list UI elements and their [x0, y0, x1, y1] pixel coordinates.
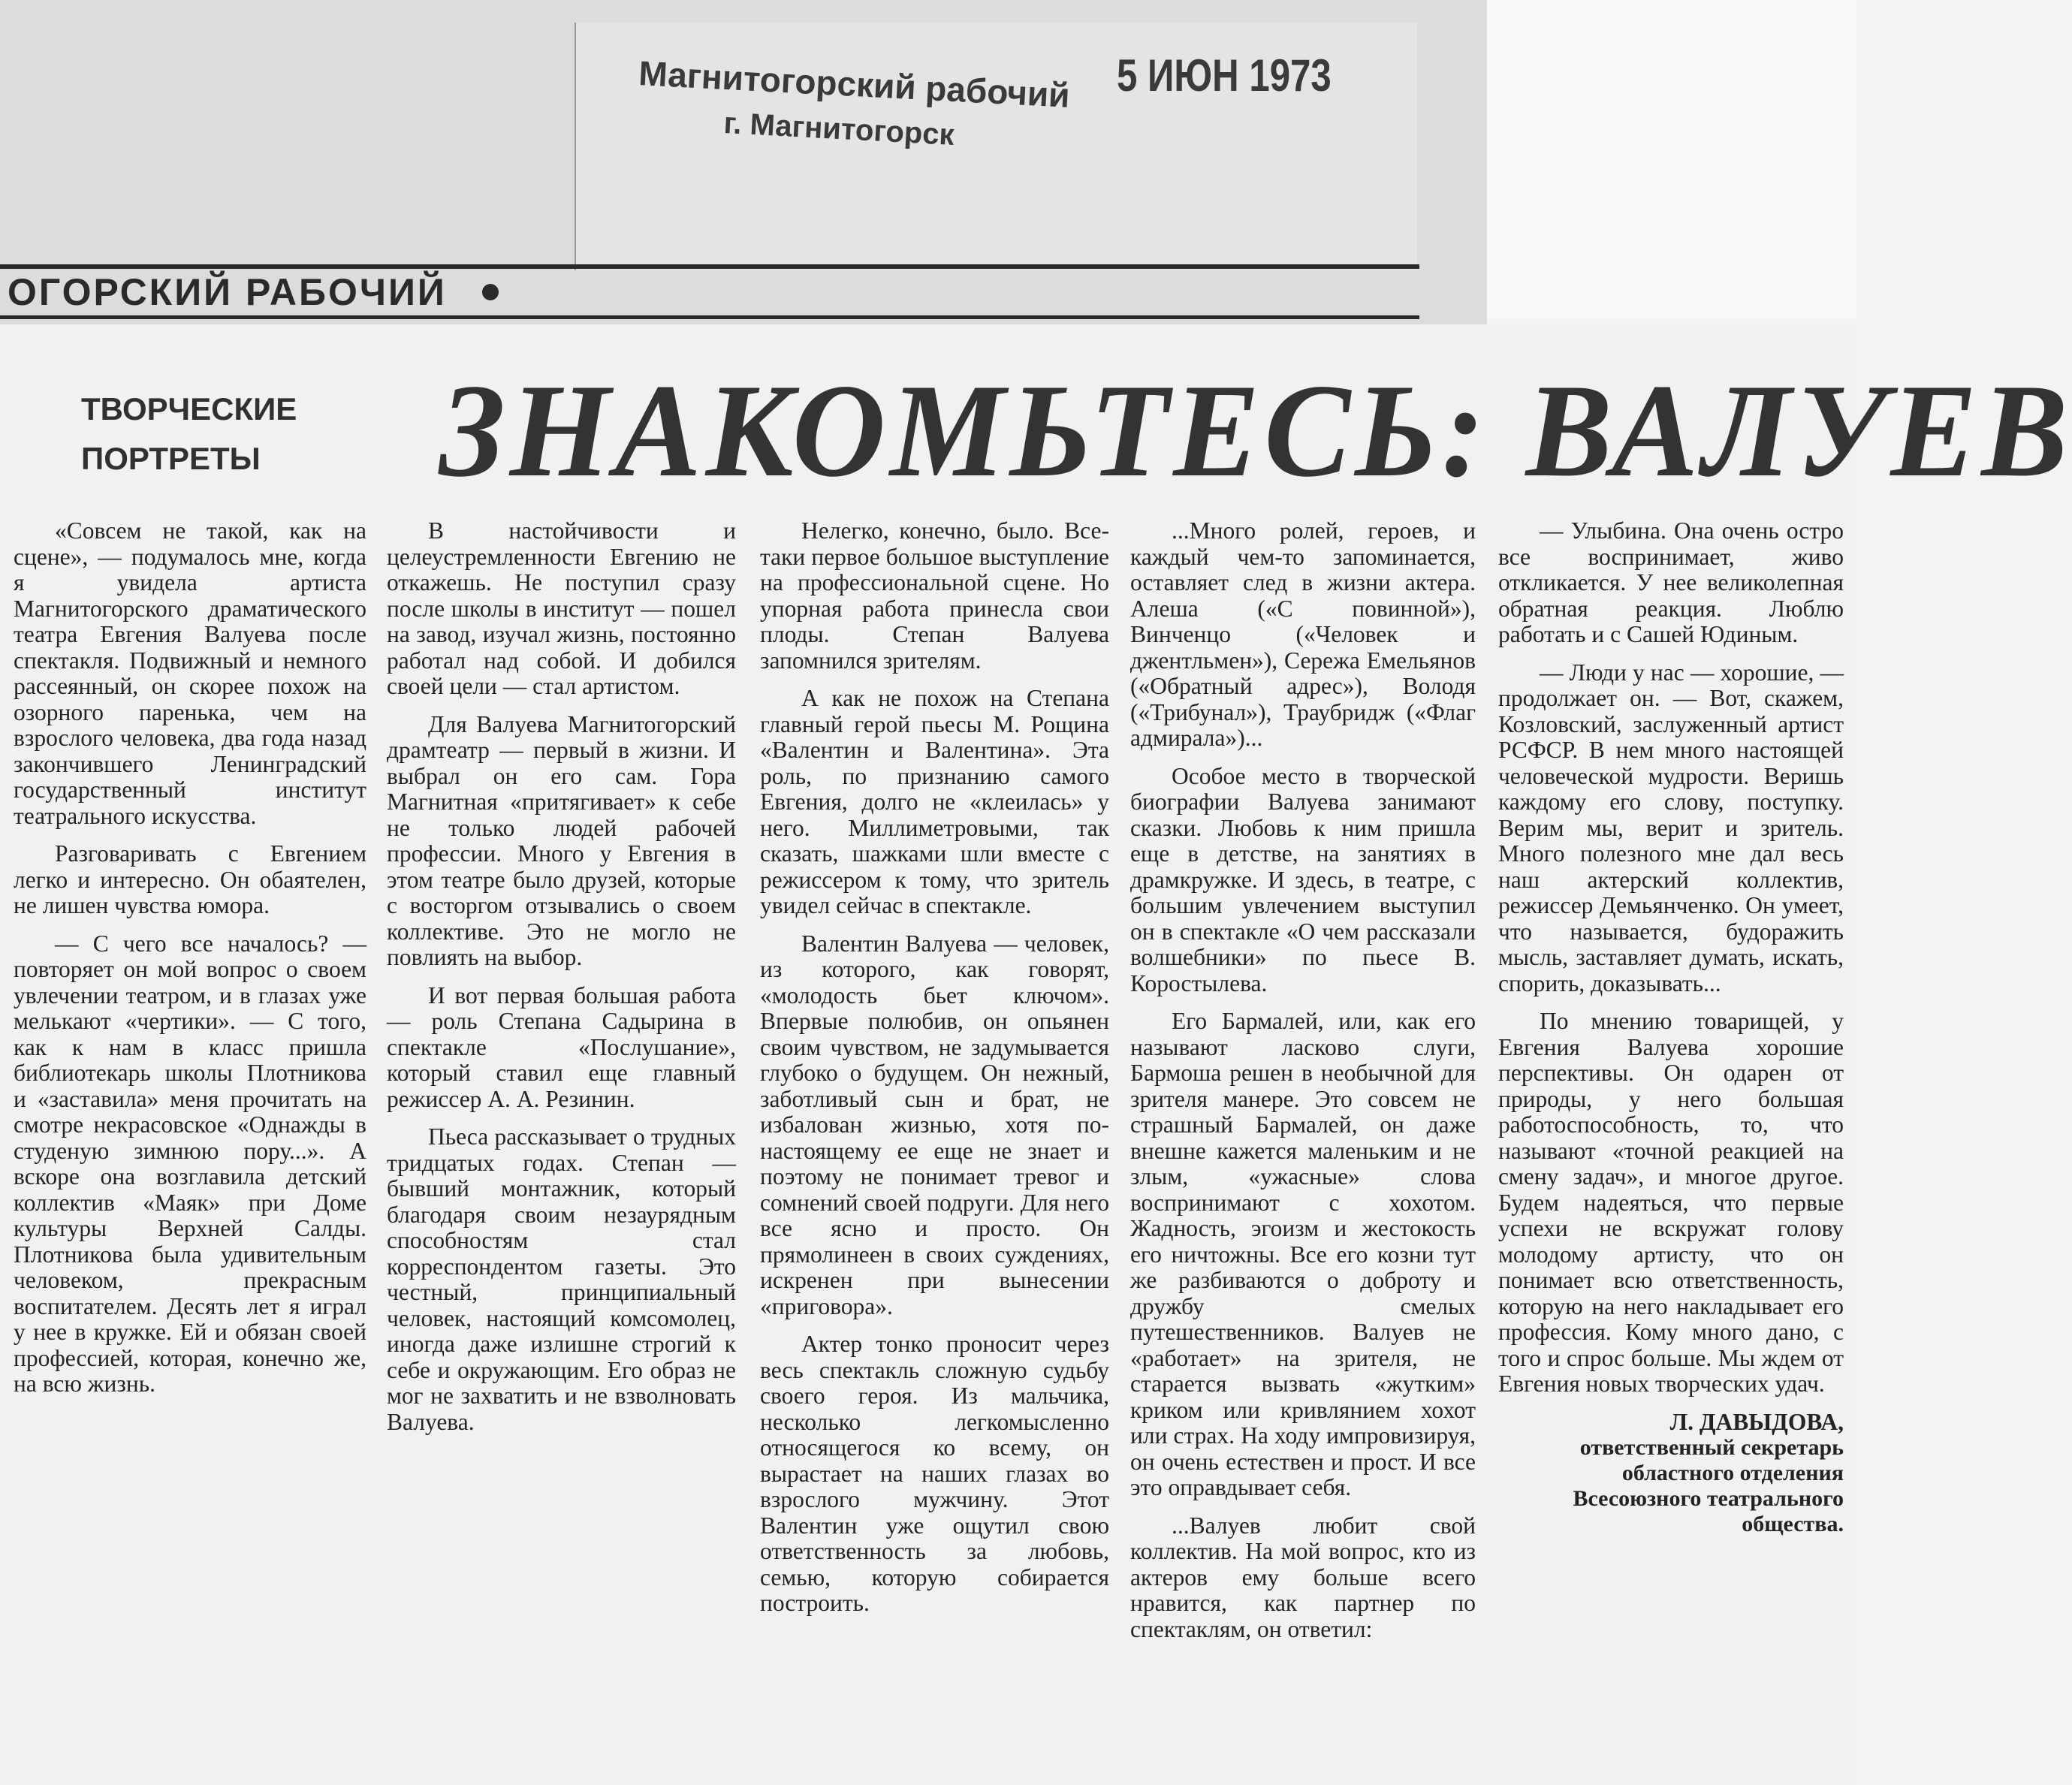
stamp-city: г. Магнитогорск — [722, 107, 955, 152]
article-headline: ЗНАКОМЬТЕСЬ: ВАЛУЕВ — [439, 356, 2072, 505]
author-name: Л. ДАВЫДОВА, — [1669, 1408, 1844, 1435]
archive-stamp — [575, 23, 1417, 270]
article-paragraph: Актер тонко проносит через весь спектакль сложную судьбу своего героя. Из мальчика, несколько легкомысленно относящегося ко всему, он вырастает на наших глазах во взрослого мужчину. Этот Валентин уже ощутил свою ответственность за любовь, семью, которую собирается построить. — [760, 1331, 1109, 1616]
article-paragraph: Валентин Валуева — человек, из которого, как говорят, «молодость бьет ключом». Впервые полюбив, он опьянен своим чувством, не задумывается глубоко о будущем. Он нежный, заботливый сын и брат, не избалован жизнью, хотя по-настоящему ее еще не знает и поэтому не понимает тревог и сомнений своей подруги. Для него все ясно и просто. Он прямолинеен в своих суждениях, искренен при вынесении «приговора». — [760, 930, 1109, 1319]
newspaper-masthead: ОГОРСКИЙ РАБОЧИЙ — [8, 271, 447, 313]
clipping-sheet-margin — [1487, 0, 1856, 319]
masthead-rule-top — [0, 264, 1419, 269]
masthead-rule-bottom — [0, 315, 1419, 319]
article-paragraph: Его Бармалей, или, как его называют ласково слуги, Бармоша решен в необычной для зрителя манере. Это совсем не страшный Бармалей, он даже внешне кажется маленьким и не злым, «ужасные» слова воспринимают с хохотом. Жадность, эгоизм и жестокость его ничтожны. Все его козни тут же разбиваются о доброту и дружбу смелых путешественников. Валуев не «работает» на зрителя, не старается вызвать «жутким» криком или кривлянием хохот или страх. На ходу импровизируя, он очень естествен и прост. И все это оправдывает себя. — [1130, 1008, 1476, 1500]
article-column-5 — [1498, 518, 1844, 1537]
article-paragraph: «Совсем не такой, как на сцене», — подумалось мне, когда я увидела артиста Магнитогорского драматического театра Евгения Валуева после спектакля. Подвижный и немного рассеянный, он скорее похож на озорного паренька, чем на взрослого человека, два года назад закончившего Ленинградский государственный институт театрального искусства. — [14, 517, 366, 829]
article-paragraph: А как не похож на Степана главный герой пьесы М. Рощина «Валентин и Валентина». Эта роль, по признанию самого Евгения, долго не «клеилась» у него. Миллиметровыми, так сказать, шажками шли вместе с режиссером к тому, что зритель увидел сейчас в спектакле. — [760, 685, 1109, 918]
article-paragraph: — Улыбина. Она очень остро все воспринимает, живо откликается. У нее великолепная обратная реакция. Люблю работать и с Сашей Юдиным. — [1498, 517, 1844, 647]
article-paragraph: — С чего все началось? — повторяет он мой вопрос о своем увлечении театром, и в глазах уже мелькают «чертики». — С того, как к нам в класс пришла библиотекарь школы Плотникова и «заставила» меня прочитать на смотре некрасовское «Однажды в студеную зимнюю пору...». А вскоре она возглавила детский коллектив «Маяк» при Доме культуры Верхней Салды. Плотникова была удивительным человеком, прекрасным воспитателем. Десять лет я играл у нее в кружке. Ей и обязан своей профессией, которая, конечно же, на всю жизнь. — [14, 930, 366, 1397]
rubric-text: ТВОРЧЕСКИЕ ПОРТРЕТЫ — [81, 391, 297, 476]
article-column-3 — [760, 518, 1109, 1629]
article-paragraph: ...Много ролей, героев, и каждый чем-то запоминается, оставляет след в жизни актера. Алеша («С повинной»), Винченцо («Человек и джентльмен»), Сережа Емельянов («Обратный адрес»), Володя («Трибунал»), Траубридж («Флаг адмирала»)... — [1130, 517, 1476, 751]
article-paragraph: И вот первая большая работа — роль Степана Садырина в спектакле «Послушание», который ставил еще главный режиссер А. А. Резинин. — [387, 981, 736, 1112]
article-paragraph: — Люди у нас — хорошие, — продолжает он. — Вот, скажем, Козловский, заслуженный артист РСФСР. В нем много настоящей человеческой мудрости. Веришь каждому его слову, поступку. Верим мы, верит и зритель. Много полезного мне дал весь наш актерский коллектив, режиссер Демьянченко. Он умеет, что называется, будоражить мысль, заставляет думать, искать, спорить, доказывать... — [1498, 659, 1844, 997]
article-column-4 — [1130, 518, 1476, 1654]
article-paragraph: ...Валуев любит свой коллектив. На мой вопрос, кто из актеров ему больше всего нравится, как партнер по спектаклям, он ответил: — [1130, 1512, 1476, 1642]
article-column-1 — [14, 518, 366, 1410]
article-paragraph: В настойчивости и целеустремленности Евгению не откажешь. Не поступил сразу после школы в институт — пошел на завод, изучал жизнь, постоянно работал над собой. И добился своей цели — стал артистом. — [387, 517, 736, 699]
author-position: ответственный секретарь областного отделения Всесоюзного театрального общества. — [1573, 1435, 1844, 1536]
stamp-date: 5 ИЮН 1973 — [1117, 50, 1332, 101]
stamp-newspaper-name: Магнитогорский рабочий — [638, 53, 1071, 116]
article-paragraph: Разговаривать с Евгением легко и интересно. Он обаятелен, не лишен чувства юмора. — [14, 840, 366, 918]
article-paragraph: Для Валуева Магнитогорский драмтеатр — первый в жизни. И выбрал он его сам. Гора Магнитная «притягивает» к себе не только людей рабочей профессии. Много у Евгения в этом театре было друзей, которые с восторгом отзывались о своем коллективе. Это не могло не повлиять на выбор. — [387, 710, 736, 970]
article-paragraph: Пьеса рассказывает о трудных тридцатых годах. Степан — бывший монтажник, который благодаря своим незаурядным способностям стал корреспондентом газеты. Это честный, принципиальный человек, настоящий комсомолец, иногда даже излишне строгий к себе и окружающим. Его образ не мог не захватить и не взволновать Валуева. — [387, 1123, 736, 1435]
article-paragraph: Нелегко, конечно, было. Все-таки первое большое выступление на профессиональной сцене. Но упорная работа принесла свои плоды. Степан Валуева запомнился зрителям. — [760, 517, 1109, 674]
article-paragraph: Особое место в творческой биографии Валуева занимают сказки. Любовь к ним пришла еще в детстве, на занятиях в драмкружке. И здесь, в театре, с большим увлечением выступил он в спектакле «О чем рассказали волшебники» по пьесе В. Коростылева. — [1130, 762, 1476, 997]
article-column-2 — [387, 518, 736, 1447]
article-paragraph: По мнению товарищей, у Евгения Валуева хорошие перспективы. Он одарен от природы, у него большая работоспособность, то, что называют «точной реакцией на смену задач», и многое другое. Будем надеяться, что первые успехи не вскружат голову молодому артисту, что он понимает всю ответственность, которую на него накладывает его профессия. Кому много дано, с того и спрос больше. Мы ждем от Евгения новых творческих удач. — [1498, 1008, 1844, 1397]
masthead-bullet-icon — [482, 284, 499, 300]
rubric-label — [81, 384, 329, 484]
